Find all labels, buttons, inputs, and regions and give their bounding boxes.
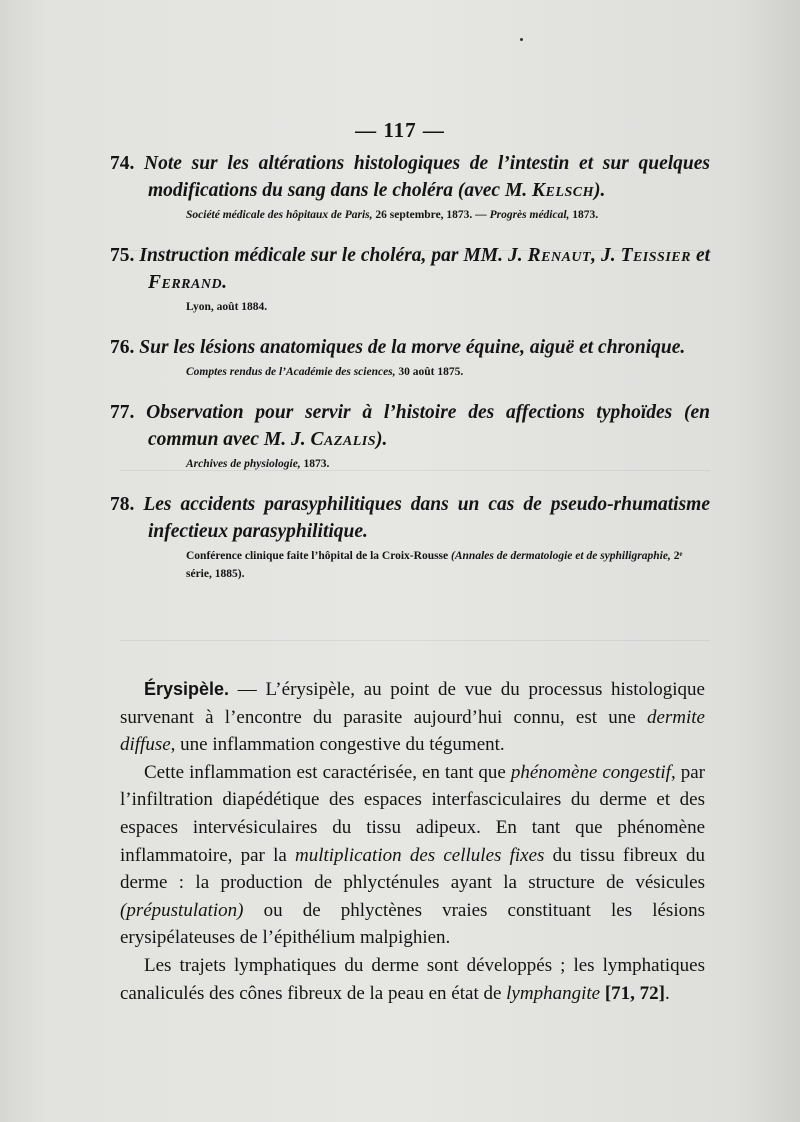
entry-title-text: Les accidents parasyphilitiques dans un cas de pseudo-rhumatisme infectieux parasyphilitique.	[143, 494, 711, 542]
emphasis-text: phénomène congestif	[510, 761, 671, 783]
author-name: Cazalis	[310, 429, 377, 450]
entry-title-text: Instruction médicale sur le choléra, par MM. J.	[139, 245, 528, 266]
source-date: Lyon, août 1884.	[186, 301, 268, 313]
paragraph-text: Cette inflammation est caractérisée, en tant que	[144, 761, 511, 783]
entry-title	[110, 399, 710, 453]
bibliography-entry-74	[110, 150, 710, 224]
paragraph-inflammation	[120, 759, 705, 952]
entry-number: 78.	[110, 494, 135, 515]
source-date: 26 septembre, 1873. —	[372, 209, 490, 221]
paragraph-text: Les trajets lymphatiques du derme sont développés ; les lymphatiques canaliculés des cônes fibreux de la peau en état de	[120, 954, 705, 1004]
emphasis-text: dermite diffuse	[120, 706, 705, 756]
paragraph-text: du tissu fibreux du derme : la production de phlycténules ayant la structure de vésicules	[120, 844, 706, 894]
entry-title	[110, 334, 710, 361]
entry-title	[110, 491, 710, 545]
author-name: Kelsch	[532, 180, 594, 201]
entry-title	[110, 150, 710, 204]
section-heading: Érysipèle.	[144, 679, 230, 699]
entry-number: 77.	[110, 402, 135, 423]
author-name: Renaut	[527, 245, 592, 266]
emphasis-text: lymphangite	[506, 982, 601, 1004]
entry-number: 74.	[110, 153, 135, 174]
entry-title-text: Note sur les altérations histologiques de l’intestin et sur quelques modifications du sang dans le choléra (avec M.	[144, 153, 710, 201]
entry-title-end: .	[222, 272, 227, 293]
bibliography-entry-75	[110, 242, 710, 316]
bibliography-entry-77	[110, 399, 710, 473]
entry-title	[110, 242, 710, 296]
entry-title-text: Observation pour servir à l’histoire des affections typhoïdes (en commun avec M. J.	[146, 402, 710, 450]
entry-source	[110, 363, 710, 381]
source-date: 2ᵉ série, 1885).	[186, 550, 683, 580]
author-name: Teissier	[620, 245, 691, 266]
entry-title-sep: , J.	[591, 245, 621, 266]
entry-source	[110, 455, 710, 473]
source-venue: Conférence clinique faite l’hôpital de la Croix-Rousse	[186, 550, 452, 562]
page-number: — 117 —	[355, 118, 445, 142]
source-date: 30 août 1875.	[395, 366, 464, 378]
emphasis-text: multiplication des cellules fixes	[295, 844, 545, 866]
body-text	[120, 676, 705, 1007]
source-journal: Comptes rendus de l’Académie des sciences,	[186, 366, 396, 378]
bibliography-list	[110, 150, 710, 601]
bibliography-entry-78	[110, 491, 710, 583]
source-date: 1873.	[300, 458, 330, 470]
paragraph-text: , une inflammation congestive du tégument.	[170, 734, 505, 756]
entry-title-sep: et	[690, 245, 711, 266]
bibliography-entry-76	[110, 334, 710, 381]
entry-title-end: ).	[376, 429, 388, 450]
source-journal: (Annales de dermatologie et de syphiligraphie,	[451, 550, 671, 562]
entry-title-text: Sur les lésions anatomiques de la morve équine, aiguë et chronique.	[139, 337, 686, 358]
entry-source	[110, 547, 710, 583]
source-year: 1873.	[569, 209, 599, 221]
emphasis-text: (prépustulation)	[120, 899, 244, 921]
entry-number: 76.	[110, 337, 135, 358]
author-name: Ferrand	[148, 272, 223, 293]
source-journal: Archives de physiologie,	[186, 458, 301, 470]
entry-source	[110, 206, 710, 224]
entry-title-end: ).	[593, 180, 606, 201]
paragraph-text: ou de phlyctènes vraies constituant les lésions erysipélateuses de l’épithélium malpighien.	[120, 899, 705, 949]
source-journal-2: Progrès médical,	[489, 209, 570, 221]
print-speck	[520, 38, 523, 41]
show-through-line	[120, 640, 710, 641]
paragraph-erysipele	[120, 676, 705, 759]
paragraph-text: — L’érysipèle, au point de vue du processus histologique survenant à l’encontre du parasite aujourd’hui connu, est une	[120, 679, 705, 728]
entry-source	[110, 298, 710, 316]
source-journal: Société médicale des hôpitaux de Paris,	[186, 209, 373, 221]
reference-numbers: [71, 72]	[604, 982, 665, 1004]
paragraph-lymphatiques	[120, 952, 705, 1007]
paragraph-text: , par l’infiltration diapédétique des espaces interfasciculaires du derme et des espaces intervésiculaires du tissu adipeux. En tant que phénomène inflammatoire, par la	[120, 761, 705, 866]
entry-number: 75.	[110, 245, 135, 266]
paragraph-text: .	[665, 982, 670, 1004]
